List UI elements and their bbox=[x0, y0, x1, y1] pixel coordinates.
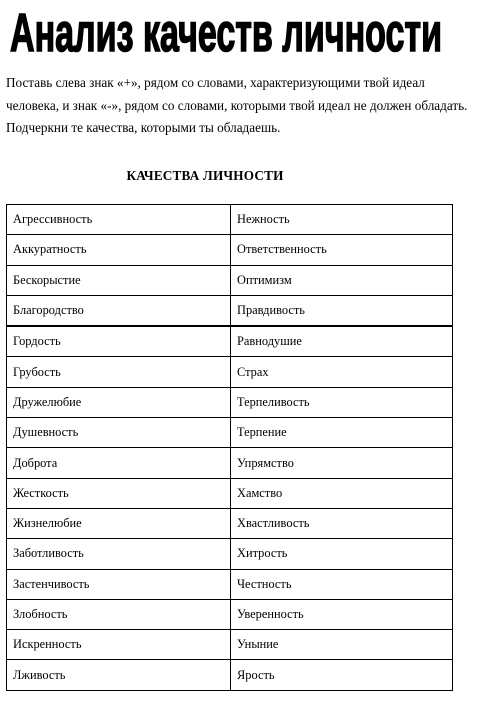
table-row bbox=[7, 357, 453, 387]
table-heading: КАЧЕСТВА ЛИЧНОСТИ bbox=[126, 168, 284, 183]
table-row bbox=[7, 660, 453, 690]
title-text: Анализ качеств личности bbox=[10, 4, 442, 60]
table-row bbox=[7, 478, 453, 508]
table-row bbox=[7, 418, 453, 448]
table-row bbox=[7, 387, 453, 417]
quality-cell-left: Дружелюбие bbox=[7, 387, 231, 417]
quality-cell-left: Грубость bbox=[7, 357, 231, 387]
quality-cell-right: Честность bbox=[231, 569, 453, 599]
quality-cell-right: Терпение bbox=[231, 418, 453, 448]
quality-cell-right: Страх bbox=[231, 357, 453, 387]
quality-cell-left: Бескорыстие bbox=[7, 265, 231, 295]
intro-paragraph: Поставь слева знак «+», рядом со словами, характеризующими твой идеал человека, и знак «-», рядом со словами, которыми твой идеал не должен обладать. Подчеркни те качества, которыми ты обладаешь. bbox=[6, 75, 468, 135]
table-row bbox=[7, 205, 453, 235]
page-title bbox=[6, 4, 446, 60]
table-row bbox=[7, 448, 453, 478]
quality-cell-left: Застенчивость bbox=[7, 569, 231, 599]
quality-cell-left: Доброта bbox=[7, 448, 231, 478]
quality-cell-right: Хамство bbox=[231, 478, 453, 508]
title-graphic bbox=[6, 4, 446, 60]
table-row bbox=[7, 599, 453, 629]
quality-cell-left: Лживость bbox=[7, 660, 231, 690]
quality-cell-left: Агрессивность bbox=[7, 205, 231, 235]
quality-cell-left: Гордость bbox=[7, 326, 231, 357]
quality-cell-left: Аккуратность bbox=[7, 235, 231, 265]
table-row bbox=[7, 326, 453, 357]
quality-cell-right: Хвастливость bbox=[231, 508, 453, 538]
qualities-table bbox=[6, 204, 453, 691]
quality-cell-left: Душевность bbox=[7, 418, 231, 448]
quality-cell-right: Правдивость bbox=[231, 295, 453, 326]
table-row bbox=[7, 235, 453, 265]
quality-cell-right: Оптимизм bbox=[231, 265, 453, 295]
quality-cell-left: Злобность bbox=[7, 599, 231, 629]
quality-cell-right: Уверенность bbox=[231, 599, 453, 629]
quality-cell-left: Искренность bbox=[7, 630, 231, 660]
quality-cell-left: Жесткость bbox=[7, 478, 231, 508]
quality-cell-right: Уныние bbox=[231, 630, 453, 660]
table-row bbox=[7, 630, 453, 660]
qualities-table-body bbox=[7, 205, 453, 691]
quality-cell-left: Заботливость bbox=[7, 539, 231, 569]
quality-cell-left: Жизнелюбие bbox=[7, 508, 231, 538]
table-row bbox=[7, 265, 453, 295]
table-row bbox=[7, 508, 453, 538]
quality-cell-right: Равнодушие bbox=[231, 326, 453, 357]
quality-cell-left: Благородство bbox=[7, 295, 231, 326]
table-row bbox=[7, 295, 453, 326]
quality-cell-right: Хитрость bbox=[231, 539, 453, 569]
table-row bbox=[7, 569, 453, 599]
quality-cell-right: Терпеливость bbox=[231, 387, 453, 417]
quality-cell-right: Ярость bbox=[231, 660, 453, 690]
quality-cell-right: Нежность bbox=[231, 205, 453, 235]
quality-cell-right: Упрямство bbox=[231, 448, 453, 478]
quality-cell-right: Ответственность bbox=[231, 235, 453, 265]
table-row bbox=[7, 539, 453, 569]
